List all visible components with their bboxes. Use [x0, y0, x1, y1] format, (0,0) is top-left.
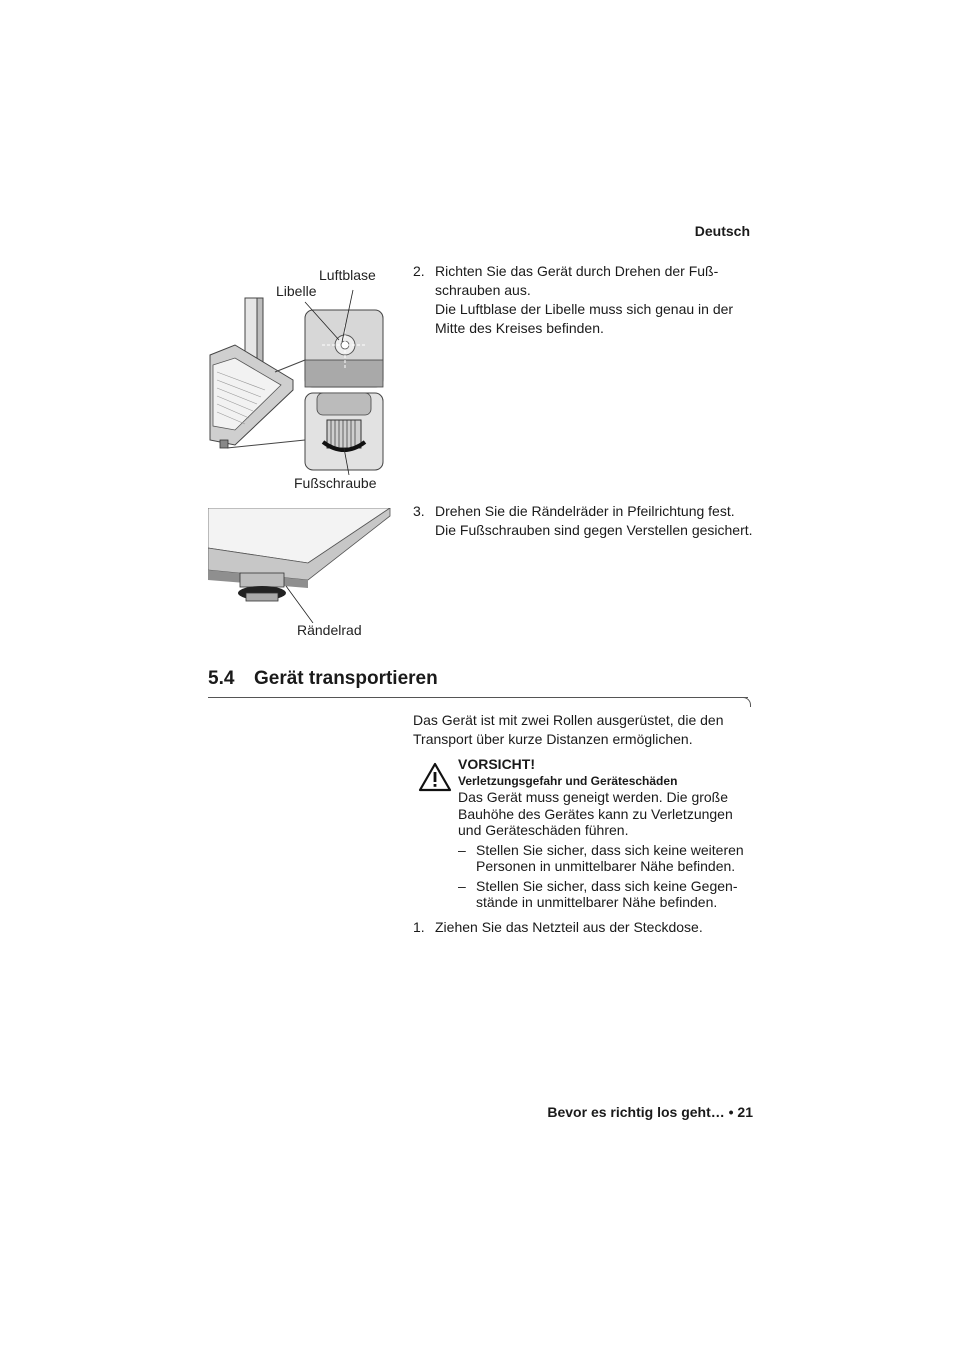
warning-line: und Geräteschäden führen. — [458, 822, 629, 838]
warning-line: Bauhöhe des Gerätes kann zu Verletzungen — [458, 805, 733, 822]
bullet-line: Stellen Sie sicher, dass sich keine Gegen- — [476, 877, 738, 894]
warning-subtitle: Verletzungsgefahr und Geräteschäden — [458, 773, 678, 788]
section-rule-corner — [742, 697, 751, 707]
label-libelle: Libelle — [276, 283, 317, 299]
section-title: Gerät transportieren — [254, 668, 438, 689]
bullet-line: Stellen Sie sicher, dass sich keine weiteren — [476, 841, 744, 858]
section-number: 5.4 — [208, 668, 235, 689]
intro-paragraph — [413, 711, 753, 749]
section-rule — [208, 697, 748, 698]
intro-line: Das Gerät ist mit zwei Rollen ausgerüstet, die den — [413, 712, 724, 728]
bullet-dash: – — [458, 841, 466, 858]
step-3-number: 3. — [413, 503, 425, 519]
step-2-line: Die Luftblase der Libelle muss sich genau in der — [435, 301, 734, 317]
warning-icon — [418, 762, 452, 792]
step-3-line: Drehen Sie die Rändelräder in Pfeilrichtung fest. — [435, 503, 735, 519]
step-2-line: schrauben aus. — [435, 282, 531, 298]
knurled-wheel-illustration — [208, 508, 393, 623]
step-2-line: Mitte des Kreises befinden. — [435, 320, 604, 336]
warning-title: VORSICHT! — [458, 756, 535, 772]
bullet-dash: – — [458, 877, 466, 894]
step-2-number: 2. — [413, 263, 425, 279]
label-raendelrad: Rändelrad — [297, 622, 362, 638]
bullet-line: Personen in unmittelbarer Nähe befinden. — [476, 858, 736, 874]
step-1-number: 1. — [413, 919, 425, 935]
step-3-line: Die Fußschrauben sind gegen Verstellen gesichert. — [435, 522, 753, 538]
label-luftblase: Luftblase — [319, 267, 376, 283]
warning-box — [458, 756, 750, 911]
page-footer: Bevor es richtig los geht… • 21 — [547, 1104, 753, 1120]
warning-bullet — [458, 878, 750, 911]
language-label: Deutsch — [694, 223, 750, 239]
section-heading — [208, 668, 438, 690]
step-1-text: Ziehen Sie das Netzteil aus der Steckdose. — [435, 919, 703, 935]
step-3 — [413, 502, 753, 540]
warning-bullet — [458, 842, 750, 875]
step-2 — [413, 262, 753, 338]
label-fussschraube: Fußschraube — [294, 475, 377, 491]
scale-foot-illustration — [205, 280, 390, 475]
step-1 — [413, 918, 753, 937]
warning-line: Das Gerät muss geneigt werden. Die große — [458, 789, 729, 805]
step-2-line: Richten Sie das Gerät durch Drehen der Fuß- — [435, 263, 719, 279]
bullet-line: stände in unmittelbarer Nähe befinden. — [476, 894, 718, 910]
intro-line: Transport über kurze Distanzen ermöglichen. — [413, 731, 693, 747]
